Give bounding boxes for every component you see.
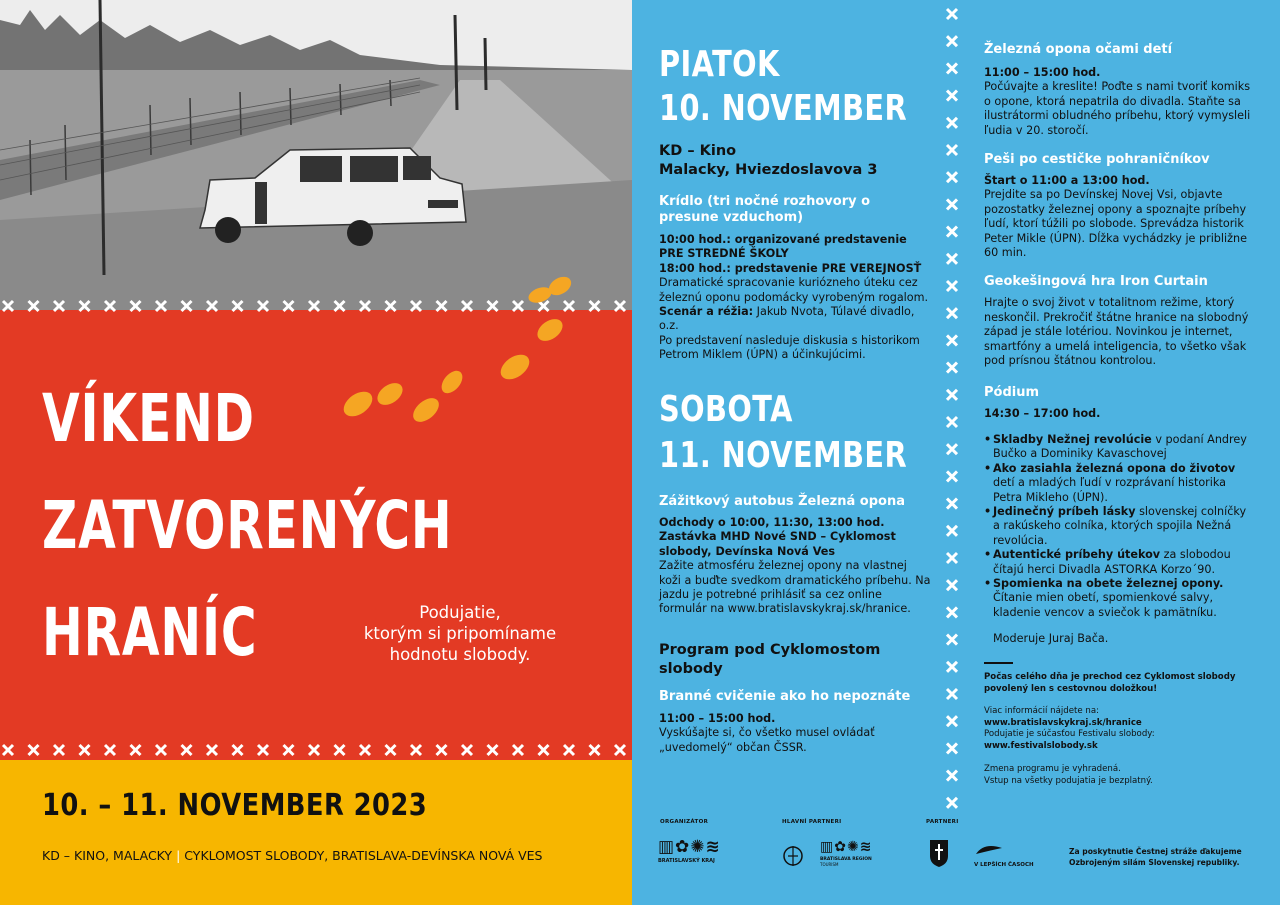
stage-title: Pódium [984,384,1040,400]
friday-venue-1: KD – Kino [659,143,737,159]
bratislava-region-logo: ▥✿✺≋ BRATISLAVA REGION TOURISM [820,839,873,867]
program-panel [632,0,1280,905]
bus-stop: Zastávka MHD Nové SND – Cyklomost slobody, Devínska Nová Ves [659,530,896,558]
venue-separator: | [176,848,181,863]
friday-show-1: 10:00 hod.: organizované predstavenie PRE STREDNÉ ŠKOLY [659,233,907,261]
walk-title: Peši po cestičke pohraničníkov [984,152,1210,168]
date-panel [0,760,632,905]
saturday-program [659,494,931,755]
lepsich-casoch-logo: V LEPŠÍCH ČASOCH [974,842,1044,868]
friday-event-title: Krídlo (tri nočné rozhovory o presune vzduchom) [659,194,871,225]
geo-desc: Hrajte o svoj život v totalitnom režime, ktorý neskončil. Prekročiť štátne hranice na slobodný západ je stále lotériou. Novinkou je internet, smartfóny a umelá inteligencia, to všetko však pod prísnou štátnou kontrolou. [984,296,1249,368]
friday-credits [659,305,931,334]
credits-label: Scenár a réžia: [659,305,754,319]
list-item: • Skladby Nežnej revolúcie v podaní Andrey Bučko a Dominiky Kavaschovej [984,433,1254,462]
stitch-bottom [0,742,632,758]
bus-title: Zážitkový autobus Železná opona [659,494,905,509]
tagline-line: hodnotu slobody. [389,645,531,664]
kids-desc: Počúvajte a kreslite! Poďte s nami tvoriť komiks o opone, ktorá nepatrila do divadla. Staňte sa ilustrátormi obludného príbehu, ktorý vymysleli ľudia v 20. storočí. [984,80,1251,137]
friday-desc: Dramatické spracovanie kuriózneho úteku cez železnú oponu podomácky vyrobeným rogalom. [659,276,929,304]
saturday-program-2 [984,42,1254,647]
tagline [340,602,580,665]
friday-program [659,142,931,363]
partners-label: PARTNERI [926,819,959,825]
walk-time: Štart o 11:00 a 13:00 hod. [984,174,1150,188]
festival-label: Podujatie je súčasťou Festivalu slobody: [984,729,1155,739]
list-item: • Ako zasiahla železná opona do životov detí a mladých ľudí v rozprávaní historika Petra Mikleho (ÚPN). [984,462,1254,505]
change-note: Zmena programu je vyhradená. [984,764,1121,774]
festival-logo [782,838,810,872]
credits-text: Jakub Nvota, Túlavé divadlo, o.z. [659,305,915,333]
venue-cyklomost: CYKLOMOST SLOBODY, BRATISLAVA-DEVÍNSKA NOVÁ VES [184,848,543,863]
bus-times: Odchody o 10:00, 11:30, 13:00 hod. [659,516,885,529]
friday-show-2: 18:00 hod.: predstavenie PRE VEREJNOSŤ [659,261,922,275]
program-title: Program pod Cyklomostom slobody [659,641,881,677]
friday-date: 10. NOVEMBER [659,88,908,129]
friday-day: PIATOK [659,44,780,85]
info-label: Viac informácií nájdete na: [984,706,1100,716]
kids-time: 11:00 – 15:00 hod. [984,66,1101,79]
geo-title: Geokešingová hra Iron Curtain [984,274,1208,290]
free-entry-note: Vstup na všetky podujatia je bezplatný. [984,775,1153,786]
friday-venue-2: Malacky, Hviezdoslavova 3 [659,162,878,178]
title-line: ZATVORENÝCH [42,487,453,564]
drill-desc: Vyskúšajte si, čo všetko musel ovládať „uvedomelý“ občan ČSSR. [659,726,875,754]
venue-line [42,848,542,863]
list-item: • Jedinečný príbeh lásky slovenskej colníčky a rakúskeho colníka, ktorých spojila Nežná revolúcia. [984,505,1254,548]
tagline-line: Podujatie, [419,603,501,622]
saturday-date: 11. NOVEMBER [659,435,908,476]
army-crest-logo [928,838,950,872]
divider [984,662,1013,664]
stage-time: 14:30 – 17:00 hod. [984,406,1101,420]
bsk-logo: ▥✿✺≋ BRATISLAVSKÝ KRAJ [658,837,721,864]
organizer-label: ORGANIZÁTOR [660,819,709,825]
main-partners-label: HLAVNÍ PARTNERI [782,819,842,825]
saturday-day: SOBOTA [659,389,793,430]
warning-note: Počas celého dňa je prechod cez Cyklomost slobody povolený len s cestovnou doložkou! [984,672,1236,694]
title-line: HRANÍC [42,594,258,671]
drill-title: Branné cvičenie ako ho nepoznáte [659,688,911,704]
tagline-line: ktorým si pripomíname [363,624,557,643]
thanks-note: Za poskytnutie Čestnej stráže ďakujeme Ozbrojeným silám Slovenskej republiky. [1069,847,1242,867]
kids-title: Železná opona očami detí [984,42,1173,57]
festival-link[interactable]: www.festivalslobody.sk [984,740,1098,751]
drill-time: 11:00 – 15:00 hod. [659,711,776,725]
list-item: • Spomienka na obete železnej opony. Čítanie mien obetí, spomienkové salvy, kladenie vencov a sviečok k pamätníku. [984,577,1254,620]
stage-list [984,433,1254,620]
venue-malacky: KD – KINO, MALACKY [42,848,173,863]
friday-after: Po predstavení nasleduje diskusia s historikom Petrom Miklem (ÚPN) a účinkujúcimi. [659,333,920,362]
walk-desc: Prejdite sa po Devínskej Novej Vsi, objavte pozostatky železnej opony a spoznajte príbehy ľudí, ktorí túžili po slobode. Sprevádza historik Peter Mikle (ÚPN). Dĺžka vychádzky je približne 60 min. [984,188,1247,260]
event-date: 10. – 11. NOVEMBER 2023 [42,788,428,823]
title-line: VÍKEND [42,380,255,457]
bus-desc: Zažite atmosféru železnej opony na vlastnej koži a buďte svedkom dramatického príbehu. Na jazdu je potrebné prihlásiť sa cez online formulár na www.bratislavskykraj.sk/hranice. [659,559,931,616]
info-block [984,706,1259,787]
moderator: Moderuje Juraj Bača. [993,632,1109,646]
stitch-vertical [942,0,962,810]
list-item: • Autentické príbehy útekov za slobodou čítajú herci Divadla ASTORKA Korzo´90. [984,548,1254,577]
border-photo [0,0,632,310]
info-link[interactable]: www.bratislavskykraj.sk/hranice [984,717,1142,728]
